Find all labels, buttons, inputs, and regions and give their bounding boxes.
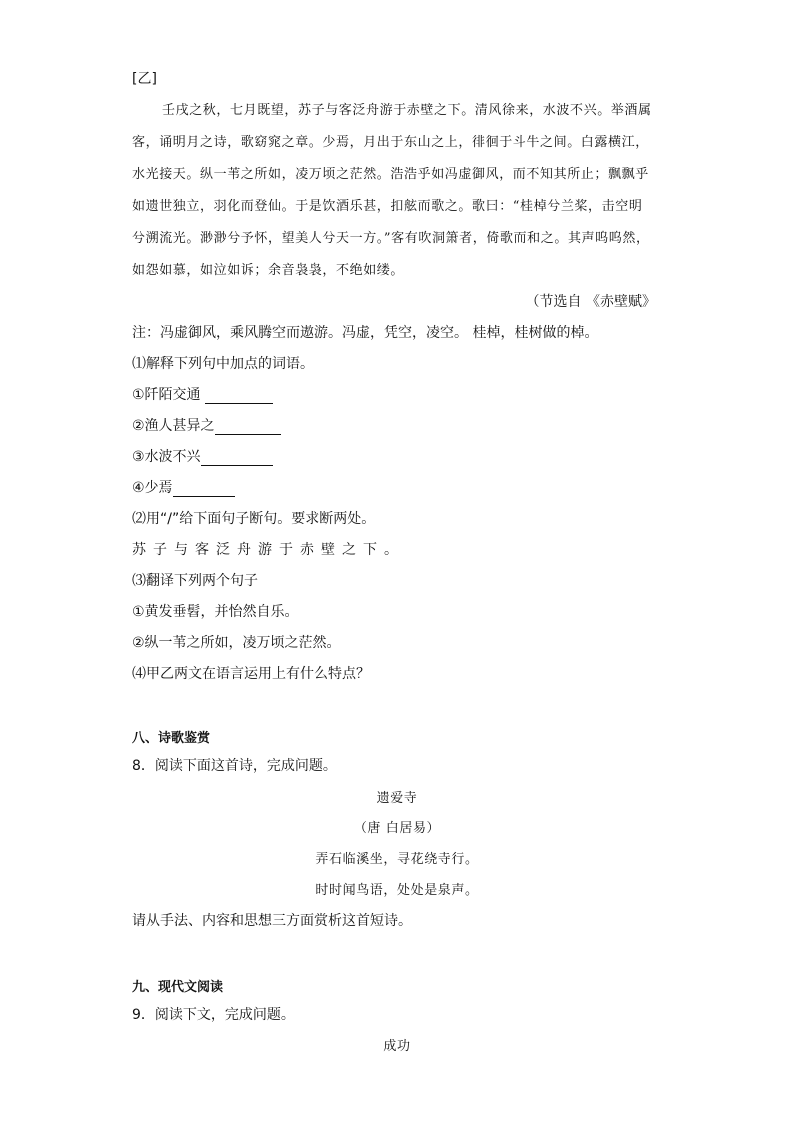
passage-line-5: 兮溯流光。渺渺兮予怀，望美人兮天一方。”客有吹洞箫者，倚歌而和之。其声呜呜然， [132,231,650,246]
question-1-item-3 [132,448,273,466]
question-1: ⑴解释下列句中加点的词语。 [132,356,314,372]
item-text: ④少焉 [132,480,173,496]
poem-title: 遗爱寺 [376,791,418,806]
question-3: ⑶翻译下列两个句子 [132,573,258,589]
passage-line-1: 壬戌之秋，七月既望，苏子与客泛舟游于赤壁之下。清风徐来，水波不兴。举酒属 [162,103,652,118]
item-text: ①阡陌交通 [132,387,206,403]
article-title: 成功 [383,1039,411,1054]
answer-blank[interactable] [201,451,273,466]
section-8-heading: 八、诗歌鉴赏 [132,731,211,746]
section-8-question: 请从手法、内容和思想三方面赏析这首短诗。 [132,913,412,929]
question-3-item-1: ①黄发垂髫，并怡然自乐。 [132,604,299,620]
answer-blank[interactable] [205,389,273,404]
answer-blank[interactable] [215,420,281,435]
poem-author: （唐 白居易） [353,821,441,836]
poem-line-2: 时时闻鸟语，处处是泉声。 [315,883,479,898]
passage-line-4: 如遗世独立，羽化而登仙。于是饮酒乐甚，扣舷而歌之。歌曰：“桂棹兮兰桨，击空明 [132,199,643,214]
item-text: ②渔人甚异之 [132,418,215,434]
question-2: ⑵用“/”给下面句子断句。要求断两处。 [132,511,376,527]
section-8-prompt: 8．阅读下面这首诗，完成问题。 [132,758,337,774]
question-2-sentence: 苏子与客泛舟游于赤壁之下。 [132,542,405,558]
passage-line-3: 水光接天。纵一苇之所如，凌万顷之茫然。浩浩乎如冯虚御风，而不知其所止；飘飘乎 [132,167,649,182]
passage-note: 注：冯虚御风，乘风腾空而遨游。冯虚，凭空，凌空。 桂棹，桂树做的棹。 [132,325,599,341]
question-1-item-4 [132,479,235,497]
passage-source: （节选自 《赤壁赋》 [525,294,656,310]
question-4: ⑷甲乙两文在语言运用上有什么特点？ [132,666,370,682]
answer-blank[interactable] [173,482,235,497]
passage-label: [乙] [132,71,157,87]
question-1-item-2 [132,417,281,435]
question-1-item-1 [132,386,273,404]
item-text: ③水波不兴 [132,449,201,465]
question-3-item-2: ②纵一苇之所如，凌万顷之茫然。 [132,635,341,651]
poem-line-1: 弄石临溪坐，寻花绕寺行。 [315,852,479,867]
section-9-prompt: 9．阅读下文，完成问题。 [132,1007,295,1023]
passage-line-2: 客，诵明月之诗，歌窈窕之章。少焉，月出于东山之上，徘徊于斗牛之间。白露横江， [132,135,649,150]
section-9-heading: 九、现代文阅读 [132,980,224,995]
passage-line-6: 如怨如慕，如泣如诉；余音袅袅，不绝如缕。 [132,263,405,278]
